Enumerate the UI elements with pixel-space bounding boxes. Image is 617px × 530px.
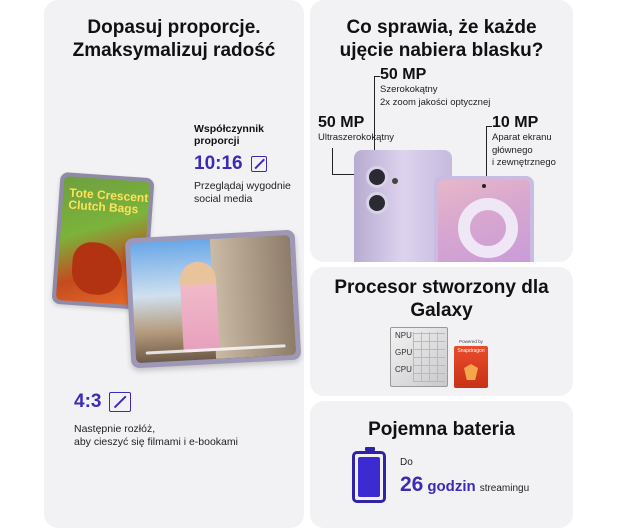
- ratio-43-description: [74, 423, 294, 449]
- camera-ultra-mp: 50 MP: [318, 114, 365, 131]
- ratio-43-desc-line1: Następnie rozłóż,: [74, 423, 156, 435]
- processor-title: [310, 276, 573, 322]
- camera-wide-desc-1: Szerokokątny: [380, 84, 438, 95]
- phone-wallpaper: [438, 180, 530, 262]
- phone-screen-image: [434, 176, 534, 262]
- camera-title-line1: Co sprawia, że każde: [346, 17, 537, 38]
- camera-ultra-spec: [318, 114, 418, 145]
- battery-spec: [400, 457, 529, 497]
- ratio-1016-description: Przeglądaj wygodnie social media: [194, 180, 291, 205]
- battery-fill: [358, 457, 380, 497]
- callout-line-ultra: [332, 148, 333, 174]
- ratio-1016-value: 10:16: [194, 153, 243, 174]
- snapdragon-brand: Snapdragon: [457, 348, 485, 354]
- camera-card: [310, 0, 573, 262]
- camera-tele-desc-3: i zewnętrznego: [492, 157, 556, 168]
- person-shape: [179, 261, 220, 353]
- chip-grid: [413, 332, 445, 382]
- processor-title-line1: Procesor stworzony dla: [334, 277, 549, 298]
- battery-unit: godzin: [427, 478, 476, 495]
- aspect-ratio-landscape-icon: [109, 392, 131, 412]
- snapdragon-logo: [454, 346, 488, 388]
- camera-lens-icon: [366, 166, 388, 188]
- battery-card: [310, 401, 573, 528]
- ratio-43-desc-line2: aby cieszyć się filmami i e-bookami: [74, 436, 238, 448]
- tablet-screen-text: Tote Crescent Clutch Bags: [67, 185, 149, 217]
- camera-ultra-desc-1: Ultraszerokokątny: [318, 132, 395, 143]
- camera-wide-desc-2: 2x zoom jakości optycznej: [380, 96, 491, 108]
- camera-tele-mp: 10 MP: [492, 114, 539, 131]
- aspect-ratio-portrait-icon: [251, 156, 267, 172]
- tablet-landscape-screen: [130, 235, 296, 363]
- camera-wide-mp: 50 MP: [380, 66, 427, 83]
- battery-icon: [352, 451, 386, 503]
- battery-hours: 26: [400, 473, 424, 496]
- camera-wide-spec: [380, 66, 570, 109]
- wallpaper-swirl: [458, 198, 518, 258]
- battery-prefix: Do: [400, 457, 413, 468]
- battery-suffix: streamingu: [479, 483, 530, 494]
- chip-label-npu: NPU: [395, 331, 412, 340]
- aspect-ratio-label: Współczynnik proporcji: [194, 123, 265, 147]
- chip-icon: [390, 327, 448, 387]
- aspect-ratio-title: [44, 16, 304, 62]
- chip-label-cpu: CPU: [395, 365, 412, 374]
- camera-lens-icon: [366, 192, 388, 214]
- aspect-title-line2: Zmaksymalizuj radość: [72, 40, 276, 61]
- camera-title-line2: ujęcie nabiera blasku?: [339, 40, 544, 61]
- aspect-43-block: [74, 385, 294, 449]
- aspect-1016-block: [194, 123, 299, 206]
- front-camera-icon: [482, 184, 486, 188]
- processor-card: [310, 267, 573, 396]
- camera-tele-desc-1: Aparat ekranu: [492, 132, 552, 143]
- snapdragon-mark-icon: [464, 364, 478, 380]
- battery-cap: [365, 447, 375, 451]
- camera-tele-desc-2: głównego: [492, 144, 533, 156]
- callout-line-tele: [486, 126, 487, 182]
- aspect-title-line1: Dopasuj proporcje.: [87, 17, 261, 38]
- flash-icon: [392, 178, 398, 184]
- building-shape: [210, 235, 296, 359]
- powered-by-label: Powered by: [459, 339, 483, 344]
- battery-title: Pojemna bateria: [368, 419, 515, 440]
- snapdragon-badge: [454, 339, 488, 389]
- camera-tele-spec: [492, 114, 572, 170]
- bag-shape: [70, 241, 124, 296]
- processor-title-line2: Galaxy: [410, 300, 473, 321]
- camera-title: [310, 16, 573, 62]
- ratio-43-value: 4:3: [74, 391, 102, 412]
- chip-label-gpu: GPU: [395, 348, 413, 357]
- tablet-landscape-image: [125, 230, 302, 369]
- aspect-ratio-card: [44, 0, 304, 528]
